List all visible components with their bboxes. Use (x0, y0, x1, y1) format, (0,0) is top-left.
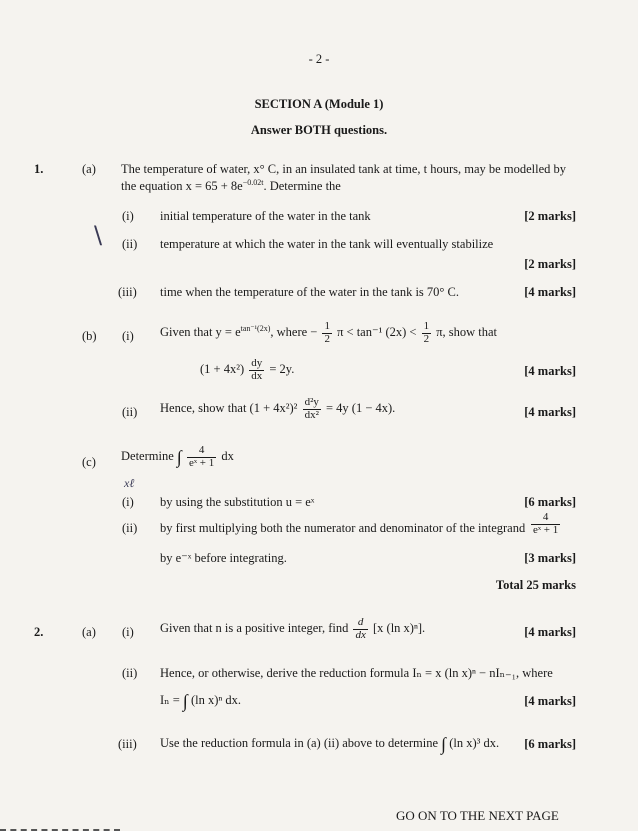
q2a-iii-text: Use the reduction formula in (a) (ii) above to determine ∫ (ln x)³ dx. (160, 734, 500, 754)
q2a-i-label: (i) (122, 625, 134, 639)
q1a-ii-text: temperature at which the water in the tank will eventually stabilize (160, 237, 494, 251)
q1c-label: (c) (82, 455, 96, 469)
q1b-ii-label: (ii) (122, 405, 138, 419)
q1b-i-marks: [4 marks] (524, 364, 576, 378)
section-title: SECTION A (Module 1) (254, 97, 384, 111)
q2a-ii-marks: [4 marks] (524, 694, 576, 708)
q2-number: 2. (34, 625, 44, 639)
q1c-i-text: by using the substitution u = eˣ (160, 495, 315, 509)
q2a-label: (a) (82, 625, 96, 639)
q1a-iii-text: time when the temperature of the water in the tank is 70° C. (160, 285, 460, 299)
q1c-i-label: (i) (122, 495, 134, 509)
q1c-determine: Determine ∫ $\frac{4}{\text{eˣ + 1}}$ dx (121, 444, 234, 469)
q1b-ii-marks: [4 marks] (524, 405, 576, 419)
q1a-ii-label: (ii) (122, 237, 138, 251)
q1a-intro-line2: the equation $x = 65 + 8e^{-0.02t}$. Determine the (121, 178, 341, 193)
q1a-iii-marks: [4 marks] (524, 285, 576, 299)
q1a-i-label: (i) (122, 209, 134, 223)
q1c-ii-label: (ii) (122, 521, 138, 535)
q1a-iii-label: (iii) (118, 285, 137, 299)
page-number: - 2 - (308, 52, 330, 66)
q1c-ii-text2: by e⁻ˣ before integrating. (160, 551, 287, 565)
q2a-iii-label: (iii) (118, 737, 137, 751)
q2a-ii-label: (ii) (122, 666, 138, 680)
q1b-label: (b) (82, 329, 97, 343)
q1-total: Total 25 marks (495, 578, 576, 592)
q1-number: 1. (34, 162, 44, 176)
q1a-intro-line1: The temperature of water, x° C, in an insulated tank at time, t hours, may be modelled by (121, 162, 566, 176)
q1c-ii-text: by first multiplying both the numerator and denominator of the integrand (160, 521, 526, 535)
q2a-iii-marks: [6 marks] (524, 737, 576, 751)
q2a-ii-definition: Iₙ = ∫ (ln x)ⁿ dx. (160, 691, 242, 711)
q1a-i-marks: [2 marks] (524, 209, 576, 223)
q1c-i-marks: [6 marks] (524, 495, 576, 509)
q1a-ii-marks: [2 marks] (524, 257, 576, 271)
q2a-i-marks: [4 marks] (524, 625, 576, 639)
pencil-tick-annotation: \ (94, 221, 103, 249)
instruction: Answer BOTH questions. (250, 123, 388, 137)
q1c-ii-marks: [3 marks] (524, 551, 576, 565)
q1b-i-label: (i) (122, 329, 134, 343)
footer-next-page: GO ON TO THE NEXT PAGE (396, 808, 559, 823)
q1b-i-equation: (1 + 4x²) $\frac{dy}{dx}$ = 2y. (200, 357, 295, 382)
q2a-ii-text: Hence, or otherwise, derive the reduction formula Iₙ = x (ln x)ⁿ − nIₙ₋₁, where (160, 666, 553, 680)
q1a-label: (a) (82, 162, 96, 176)
q2a-i-text: Given that n is a positive integer, find $\frac{d}{dx}$ [x (ln x)ⁿ]. (160, 616, 426, 641)
q1a-i-text: initial temperature of the water in the tank (160, 209, 371, 223)
pencil-annotation: xℓ (124, 476, 135, 490)
q1b-ii-text: Hence, show that (1 + 4x²)² $\frac{\text{d²y}}{\text{dx²}}$ = 4y (1 − 4x). (160, 396, 396, 421)
q1b-i-given: Given that $y = e^{tan^{-1}(2x)}$, where − $\frac{1}{2}$ π < tan⁻¹ (2x) < $\frac{1}{2}$ π, show that (160, 320, 498, 345)
q1c-ii-integrand: $\frac{4}{\text{eˣ + 1}}$ (533, 511, 559, 536)
